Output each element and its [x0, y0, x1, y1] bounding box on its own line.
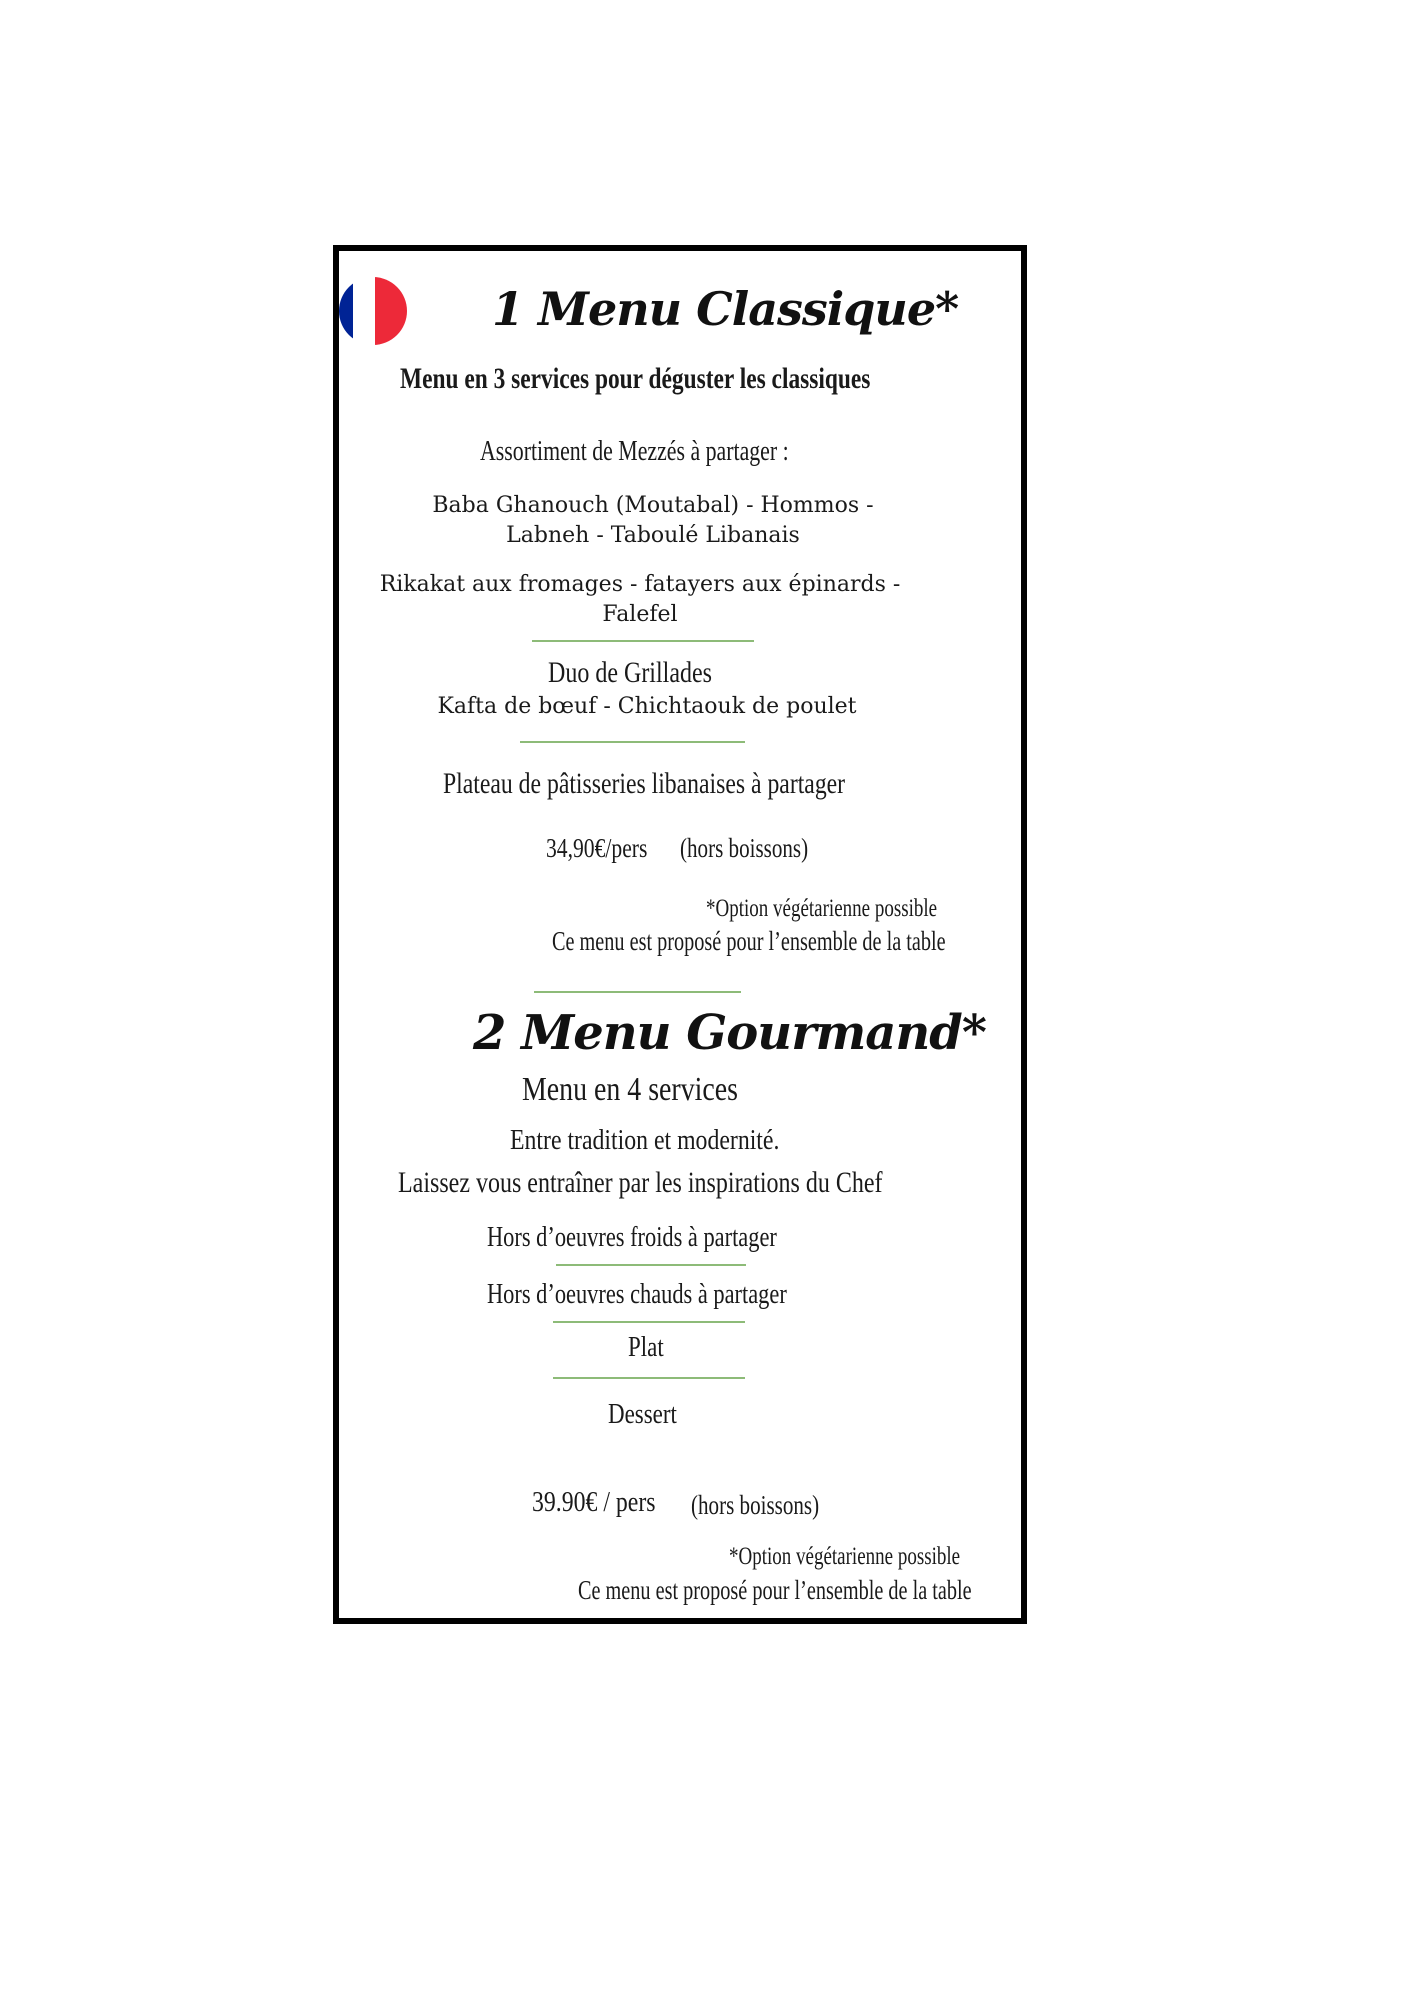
divider: [553, 1321, 745, 1323]
menu2-veg-note: *Option végétarienne possible: [729, 1543, 961, 1570]
french-flag-icon: [339, 277, 415, 345]
menu1-hot-line2: Falefel: [602, 602, 678, 627]
menu1-grill-items: Kafta de bœuf - Chichtaouk de poulet: [437, 694, 857, 719]
menu2-table-note: Ce menu est proposé pour l’ensemble de la table: [578, 1575, 972, 1605]
divider: [532, 640, 754, 642]
menu1-mezze-line2: Labneh - Taboulé Libanais: [506, 523, 800, 548]
menu1-price: 34,90€/pers: [546, 833, 648, 863]
menu2-course-main: Plat: [628, 1332, 664, 1363]
menu1-hot-line1: Rikakat aux fromages - fatayers aux épinards -: [379, 572, 901, 597]
menu1-subtitle: Menu en 3 services pour déguster les classiques: [400, 362, 871, 395]
menu1-table-note: Ce menu est proposé pour l’ensemble de la table: [552, 926, 946, 956]
menu2-price: 39.90€ / pers: [532, 1486, 656, 1518]
menu2-tagline1: Entre tradition et modernité.: [510, 1124, 780, 1156]
menu1-mezze-heading: Assortiment de Mezzés à partager :: [480, 436, 789, 467]
menu1-price-note: (hors boissons): [680, 833, 809, 863]
menu1-veg-note: *Option végétarienne possible: [706, 895, 938, 922]
menu2-course-cold: Hors d’oeuvres froids à partager: [487, 1222, 777, 1253]
menu2-title: 2 Menu Gourmand*: [473, 1005, 986, 1061]
menu2-course-hot: Hors d’oeuvres chauds à partager: [487, 1279, 787, 1310]
menu2-tagline2: Laissez vous entraîner par les inspirations du Chef: [398, 1166, 883, 1199]
divider: [520, 741, 745, 743]
menu2-course-dessert: Dessert: [608, 1399, 677, 1430]
menu1-title: 1 Menu Classique*: [492, 282, 959, 336]
menu1-grill-heading: Duo de Grillades: [548, 656, 712, 689]
divider: [534, 991, 741, 993]
divider: [553, 1377, 745, 1379]
divider: [556, 1264, 746, 1266]
menu1-dessert: Plateau de pâtisseries libanaises à partager: [443, 767, 846, 800]
menu2-subtitle: Menu en 4 services: [522, 1071, 739, 1108]
menu1-mezze-line1: Baba Ghanouch (Moutabal) - Hommos -: [432, 493, 874, 518]
menu2-price-note: (hors boissons): [691, 1490, 820, 1520]
